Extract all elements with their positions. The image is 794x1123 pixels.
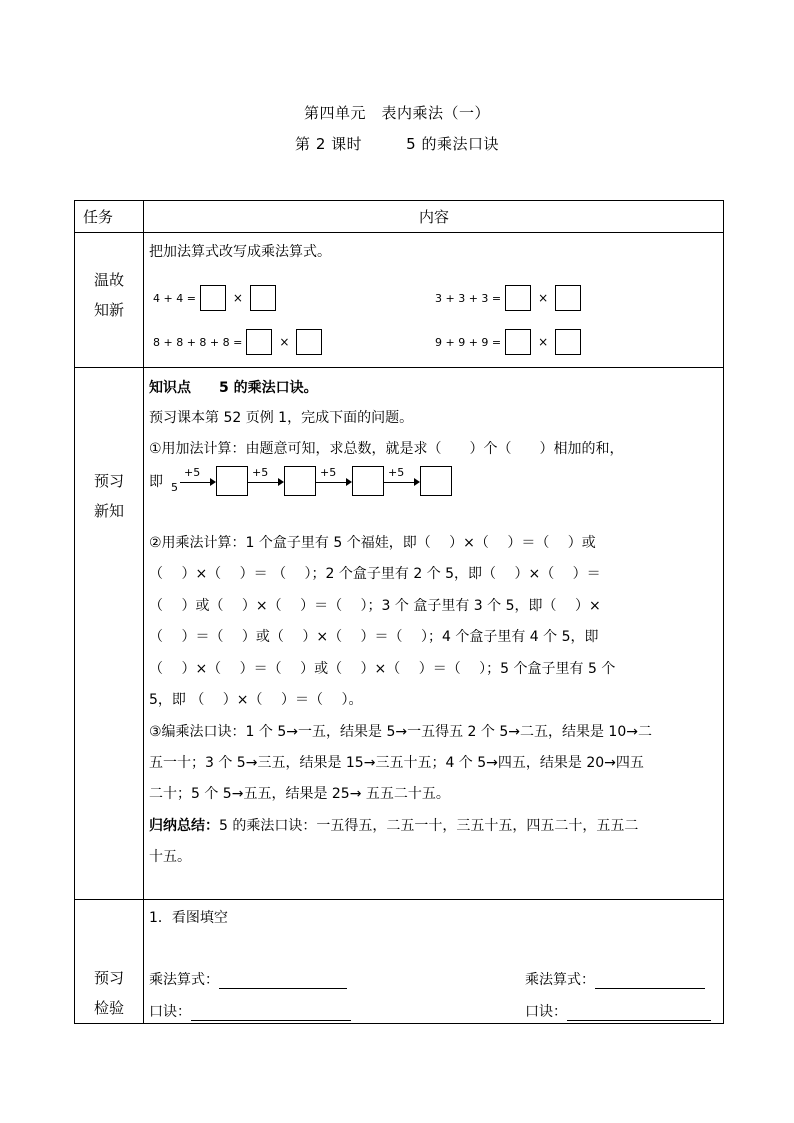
answer-box[interactable] [420, 466, 452, 496]
answer-box[interactable] [352, 466, 384, 496]
lesson-table [74, 200, 724, 1024]
rhyme-blank[interactable] [191, 1006, 351, 1021]
rhyme-field-right: 口诀： [525, 1001, 711, 1021]
question-2-line: （ ）或（ ）×（ ）＝（ ）；3 个 盒子里有 3 个 5，即（ ）× [149, 598, 601, 614]
row-divider [75, 899, 723, 900]
answer-box[interactable] [246, 329, 272, 355]
question-2-line: 5，即 （ ）×（ ）＝（ ）。 [149, 692, 363, 708]
answer-box[interactable] [505, 285, 531, 311]
question-3-line: ③编乘法口诀：1 个 5→一五，结果是 5→一五得五 2 个 5→二五，结果是 10→二 [149, 724, 652, 740]
row-divider [75, 232, 723, 233]
question-2-line: （ ）×（ ）＝ （ ）；2 个盒子里有 2 个 5，即（ ）×（ ）＝ [149, 566, 601, 582]
preview-intro: 预习课本第 52 页例 1，完成下面的问题。 [149, 410, 414, 426]
answer-box[interactable] [555, 285, 581, 311]
question-3-line: 五一十；3 个 5→三五，结果是 15→三五十五；4 个 5→四五，结果是 20→四五 [149, 755, 644, 771]
row-divider [75, 367, 723, 368]
summary [149, 815, 638, 835]
rhyme-blank[interactable] [567, 1006, 711, 1021]
arrow-icon: +5 [180, 468, 216, 494]
lesson-topic: 5 的乘法口诀 [406, 135, 499, 153]
review-instruction: 把加法算式改写成乘法算式。 [149, 244, 331, 260]
review-equation-2: 3 + 3 + 3 = × [435, 285, 581, 311]
knowledge-point: 知识点 5 的乘法口诀。 [149, 380, 318, 396]
arrow-icon: +5 [384, 468, 420, 494]
question-2-line: （ ）×（ ）＝（ ）或（ ）×（ ）＝（ ）；5 个盒子里有 5 个 [149, 661, 616, 677]
question-3-line: 二十；5 个 5→五五，结果是 25→ 五五二十五。 [149, 786, 450, 802]
arrow-icon: +5 [316, 468, 352, 494]
formula-field-right: 乘法算式： [525, 969, 705, 989]
question-1: ①用加法计算：由题意可知，求总数，就是求（ ）个（ ）相加的和， [149, 441, 624, 457]
summary-text: 5 的乘法口诀：一五得五，二五一十，三五十五，四五二十，五五二 [219, 818, 639, 834]
summary-continued: 十五。 [149, 849, 191, 865]
header-content: 内容 [418, 208, 449, 226]
lesson-label: 第 2 课时 [295, 135, 363, 153]
answer-box[interactable] [250, 285, 276, 311]
question-2-line: ②用乘法计算：1 个盒子里有 5 个福娃，即（ ）×（ ）＝（ ）或 [149, 535, 596, 551]
review-label: 温故 知新 [93, 271, 124, 319]
rhyme-field-left: 口诀： [149, 1001, 351, 1021]
formula-blank[interactable] [595, 974, 705, 989]
answer-box[interactable] [505, 329, 531, 355]
chain-start: 5 [171, 480, 178, 494]
unit-title: 第四单元 表内乘法（一） [303, 104, 490, 122]
check-label: 预习 检验 [93, 969, 124, 1017]
answer-box[interactable] [216, 466, 248, 496]
check-question-1: 1．看图填空 [149, 910, 228, 926]
review-equation-1: 4 + 4 = × [153, 285, 276, 311]
addition-chain [171, 466, 452, 496]
arrow-icon: +5 [248, 468, 284, 494]
question-2-line: （ ）＝（ ）或（ ）×（ ）＝（ ）；4 个盒子里有 4 个 5，即 [149, 629, 599, 645]
review-equation-3: 8 + 8 + 8 + 8 = × [153, 329, 322, 355]
lesson-title [0, 133, 794, 154]
answer-box[interactable] [555, 329, 581, 355]
question-1-prefix: 即 [149, 474, 163, 490]
review-equation-4: 9 + 9 + 9 = × [435, 329, 581, 355]
header-task: 任务 [83, 208, 114, 226]
answer-box[interactable] [296, 329, 322, 355]
answer-box[interactable] [200, 285, 226, 311]
summary-label: 归纳总结： [149, 818, 219, 834]
preview-label: 预习 新知 [93, 472, 124, 520]
formula-blank[interactable] [219, 974, 347, 989]
answer-box[interactable] [284, 466, 316, 496]
formula-field-left: 乘法算式： [149, 969, 347, 989]
